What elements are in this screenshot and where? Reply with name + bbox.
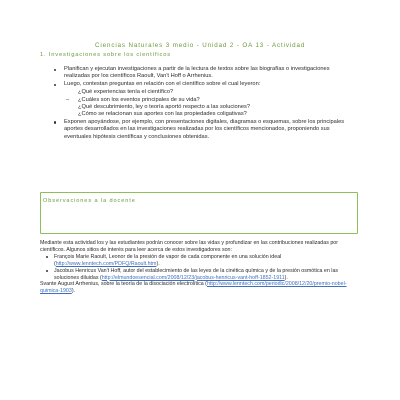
list-item-text: Planifican y ejecutan investigaciones a partir de la lectura de textos sobre las biografías o investigaciones realizadas por los científicos Raoult, Van't Hoff o Arrhenius.: [64, 66, 330, 80]
sub-question-text: ¿Qué descubrimiento, ley o teoría aportó respecto a las soluciones?: [78, 104, 250, 111]
observations-intro: Mediante esta actividad los y las estudiantes podrán conocer sobre las vidas y profundizar en las contribuciones realizadas por científicos. Algunos sitios de interés para leer acerca de estos investigadores son:: [40, 240, 338, 253]
bullet-icon: [54, 121, 56, 123]
raoult-link[interactable]: http://www.lenntech.com/PDFQ/Raoult.htm: [55, 260, 157, 267]
sub-question-text: ¿Cuáles son los eventos principales de su vida?: [78, 96, 200, 103]
document-header-title: Ciencias Naturales 3 medio - Unidad 2 - OA 13 - Actividad: [95, 42, 306, 49]
bullet-icon: [46, 256, 48, 258]
list-item: [52, 81, 348, 88]
list-item-text: Exponen apoyándose, por ejemplo, con presentaciones digitales, diagramas o esquemas, sobre los principales aportes desarrollados en las investigaciones realizadas por los científicos mencionados, proponiendo sus eventuales hipótesis científicas y conclusiones obtenidas.: [64, 118, 345, 140]
list-item-text: Jacobus Henricus Van't Hoff, autor del establecimiento de las leyes de la cinética química y de la presión osmótica en las soluciones diluidas (: [54, 267, 339, 281]
list-item: [40, 254, 358, 268]
sub-question: [52, 97, 348, 104]
bullet-icon: [54, 69, 56, 71]
list-item-text: François Marie Raoult, Leonor de la presión de vapor de cada componente en una solución ideal (: [54, 253, 282, 267]
sub-question: [52, 111, 348, 118]
sub-question: [52, 89, 348, 96]
sub-question: [52, 104, 348, 111]
list-item-text-end: ).: [156, 260, 160, 267]
bullet-icon: [54, 84, 56, 86]
sub-question-text: ¿Cómo se relacionan sus aportes con las propiedades coligativas?: [78, 111, 247, 118]
closing-text-end: ).: [71, 288, 76, 295]
closing-text: Svante August Arrhenius, sobre la teoría de la disociación electrolítica (: [40, 281, 207, 288]
dash-marker: –: [66, 96, 70, 103]
sub-question-text: ¿Qué experiencias tenía el científico?: [78, 89, 174, 96]
activity-content: [52, 66, 348, 142]
list-item: [40, 268, 358, 282]
list-item-text: Luego, contestan preguntas en relación con el científico sobre el cual leyeron:: [64, 81, 261, 88]
bullet-icon: [46, 270, 48, 272]
observations-title: Observaciones a la docente: [43, 198, 136, 204]
list-item-text-end: ).: [284, 274, 288, 281]
list-item: [52, 119, 348, 141]
list-item: [52, 66, 348, 81]
observations-content: [40, 240, 358, 295]
section-title: 1. Investigaciones sobre los científicos: [40, 52, 171, 58]
vant-hoff-link[interactable]: http://elmundoesencial.com/2008/12/23/jacobus-henricus-vant-hoff-1852-1911: [101, 274, 285, 281]
arrhenius-link[interactable]: http://www.lenntech.com/periodic/2008/12/20/premio-nobel-quimica-1903: [40, 281, 347, 295]
observations-closing: [40, 281, 358, 295]
